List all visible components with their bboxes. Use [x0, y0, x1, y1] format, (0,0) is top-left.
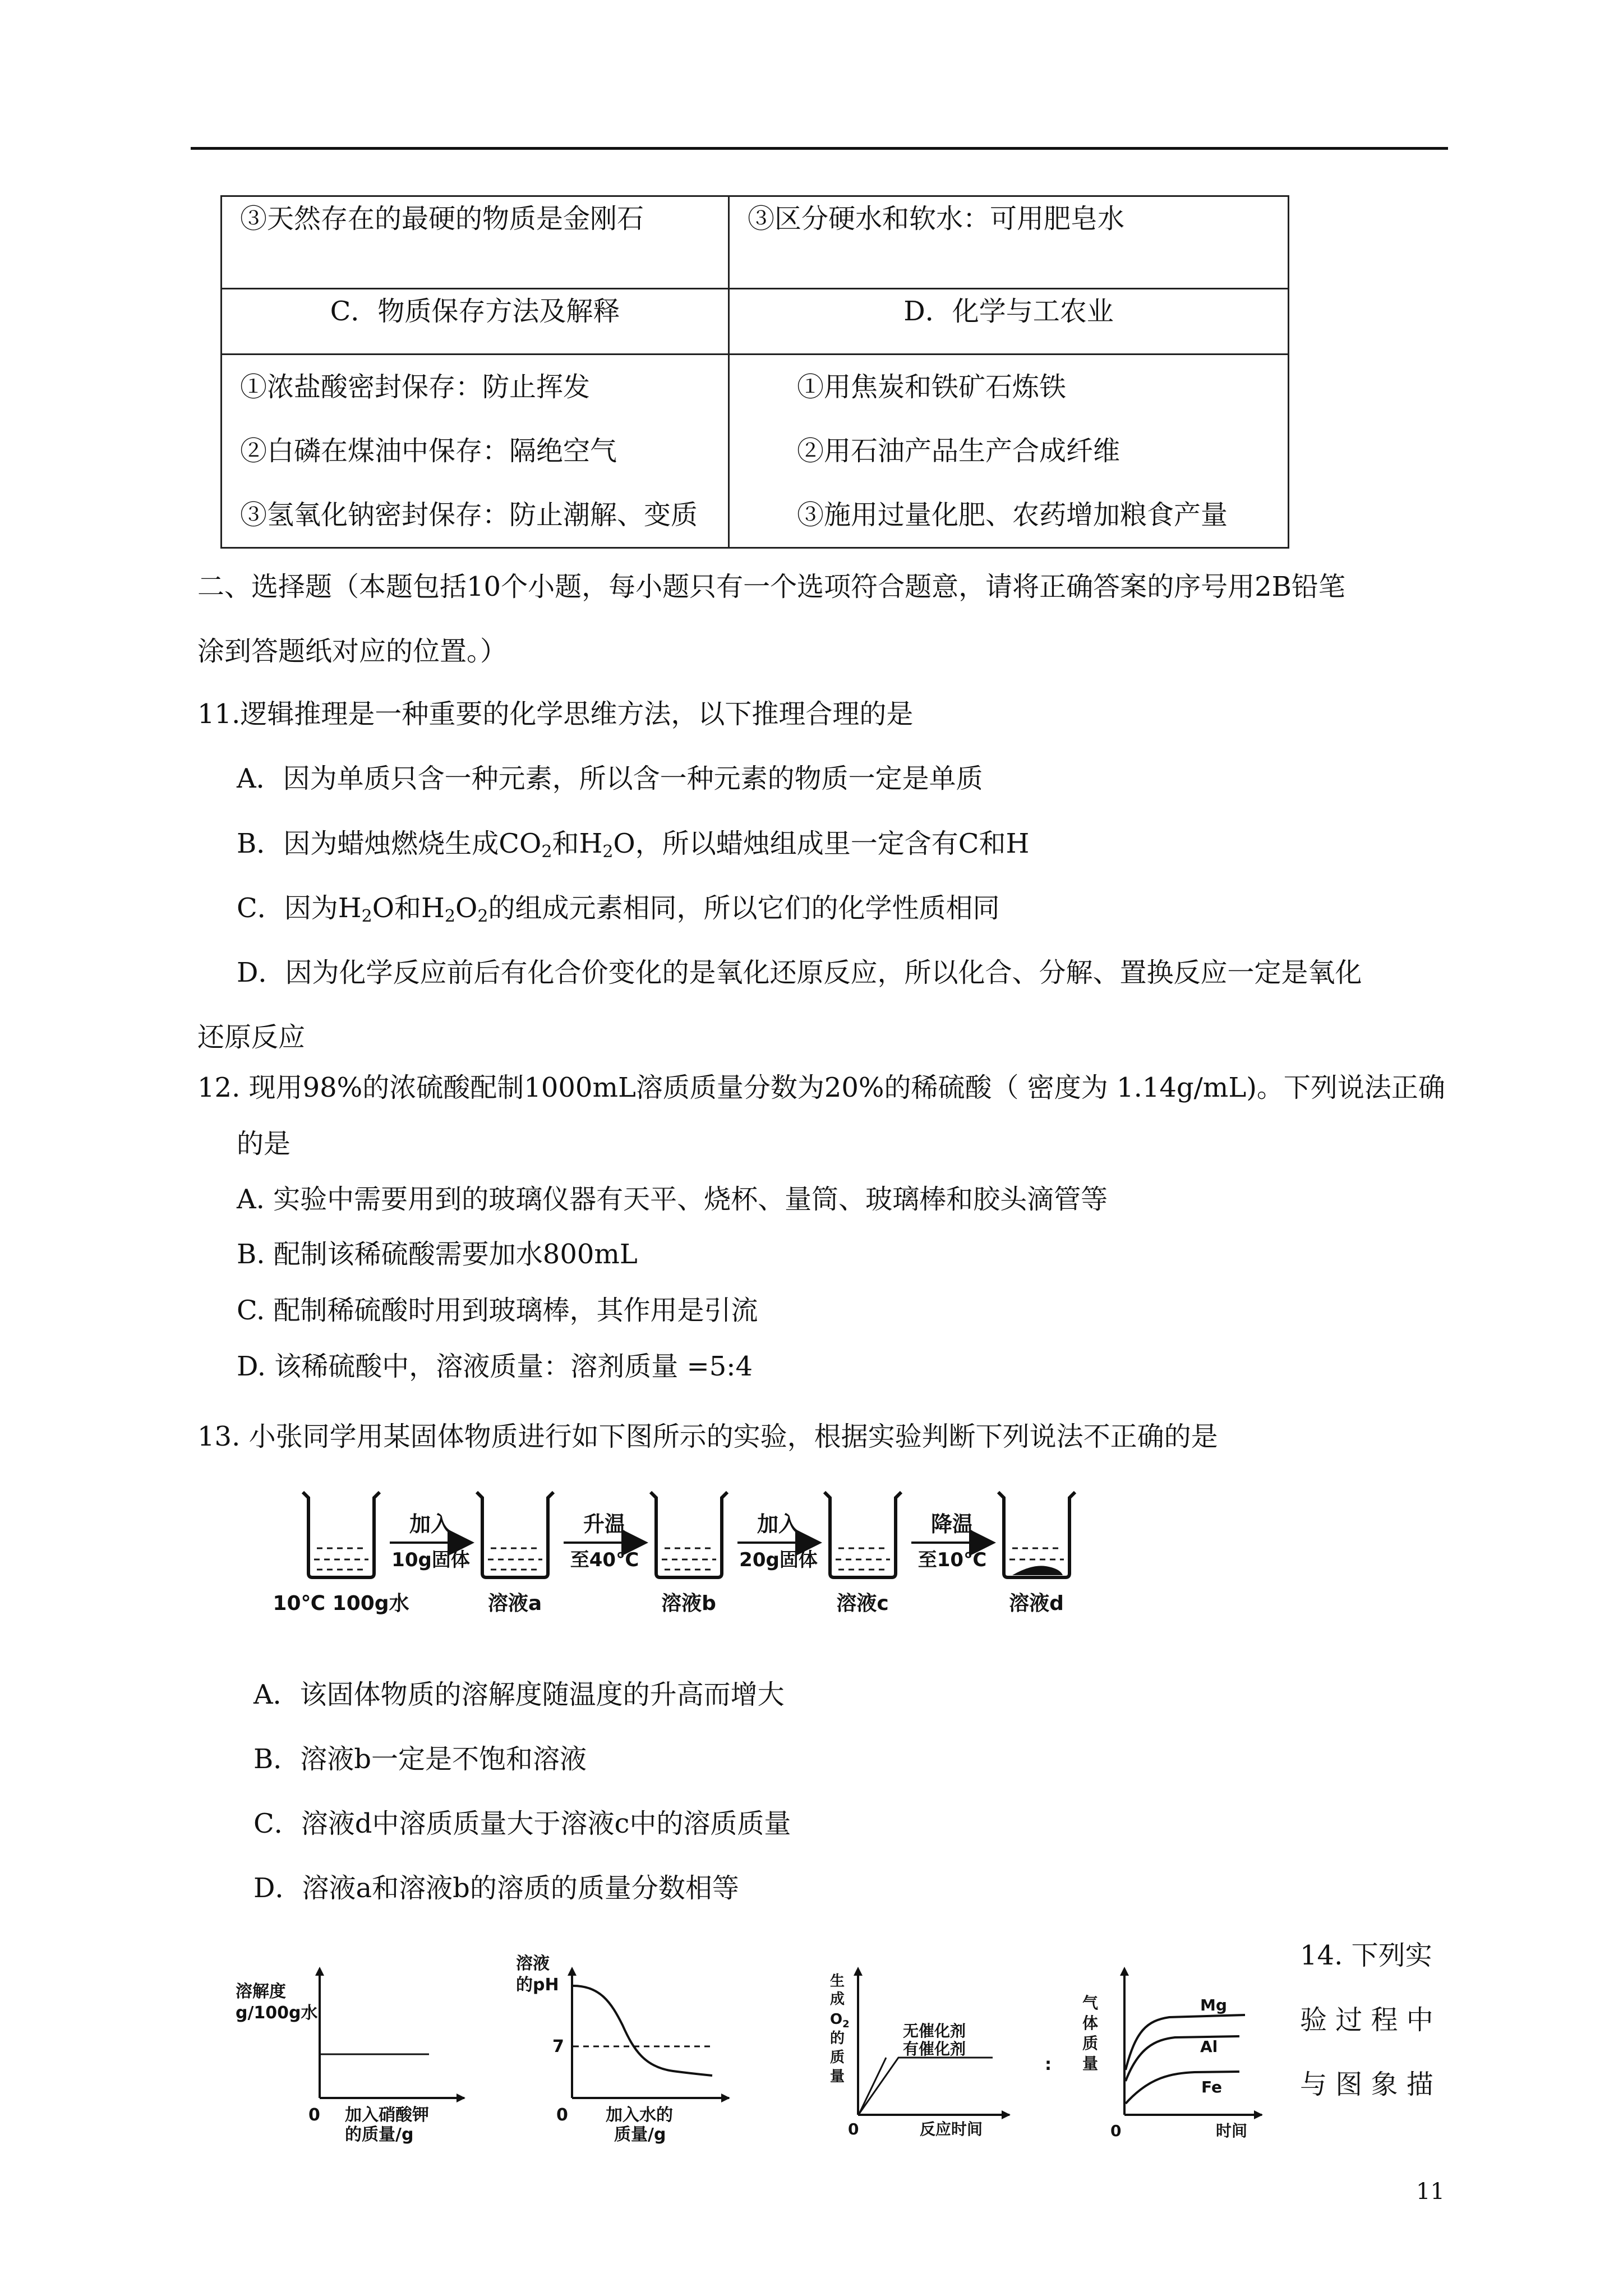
arrow-label: 20g固体 — [739, 1549, 818, 1571]
series-label: 有催化剂 — [903, 2040, 966, 2058]
option-d-cont: 还原反应 — [197, 1022, 306, 1053]
table-cell — [729, 355, 1289, 548]
y-axis-label: 气 — [1082, 1994, 1099, 2012]
line-no-catalyst — [859, 2058, 993, 2114]
x-axis-label: 质量/g — [614, 2125, 666, 2145]
series-label: Mg — [1200, 1996, 1227, 2014]
option-b: B．溶液b一定是不饱和溶液 — [253, 1743, 587, 1775]
table-line: ②白磷在煤油中保存：隔绝空气 — [240, 435, 617, 467]
graph-solubility — [230, 1958, 477, 2143]
option-b: B. 配制该稀硫酸需要加水800mL — [237, 1239, 638, 1270]
beaker-3 — [651, 1492, 727, 1577]
graph-ph — [510, 1930, 757, 2143]
arrow-label: 至10℃ — [917, 1549, 987, 1571]
y-axis-label: 体 — [1082, 2014, 1099, 2032]
x-axis-label: 加入硝酸钾 — [345, 2105, 429, 2125]
option-d: D．溶液a和溶液b的溶质的质量分数相等 — [253, 1872, 739, 1904]
arrow-label: 10g固体 — [391, 1549, 470, 1571]
table-line: ③氢氧化钠密封保存：防止潮解、变质 — [240, 499, 698, 531]
series-label: 无催化剂 — [903, 2022, 966, 2040]
origin-label: 0 — [308, 2105, 320, 2125]
option-d: D. 该稀硫酸中，溶液质量：溶剂质量 =5:4 — [237, 1351, 753, 1382]
knowledge-table — [220, 195, 1289, 549]
beaker-2 — [477, 1492, 554, 1577]
graph-oxygen — [824, 1958, 1071, 2143]
precipitate — [1012, 1566, 1063, 1575]
beaker-4 — [824, 1492, 901, 1577]
table-line: ①用焦炭和铁矿石炼铁 — [797, 371, 1067, 403]
beaker-label: 溶液d — [1009, 1592, 1064, 1615]
header-rule — [191, 147, 1448, 150]
line-catalyst — [859, 2058, 886, 2114]
experiment-figure — [273, 1481, 1122, 1621]
question-14-stem-cont: 验 过 程 中 — [1300, 2004, 1433, 2036]
stray-mark: : — [1045, 2055, 1052, 2074]
table-line: ③施用过量化肥、农药增加粮食产量 — [797, 499, 1228, 531]
curve-fe — [1126, 2072, 1239, 2104]
y-axis-label: 的pH — [516, 1975, 559, 1995]
arrow-label: 加入 — [409, 1512, 453, 1536]
beaker-label: 溶液a — [487, 1592, 542, 1615]
x-axis-label: 反应时间 — [920, 2120, 983, 2138]
beaker-label: 溶液c — [836, 1592, 889, 1615]
arrow-label: 升温 — [583, 1512, 626, 1536]
y-axis-label: 质 — [830, 2049, 845, 2066]
table-line: ②用石油产品生产合成纤维 — [797, 435, 1121, 467]
beaker-5 — [998, 1492, 1075, 1577]
y-axis-label: 质 — [1082, 2034, 1099, 2053]
option-a: A．该固体物质的溶解度随温度的升高而增大 — [253, 1679, 785, 1710]
arrow-label: 至40℃ — [570, 1549, 639, 1571]
y-axis-label: 量 — [1082, 2054, 1099, 2073]
beaker-label: 溶液b — [661, 1592, 716, 1615]
origin-label: 0 — [556, 2105, 568, 2125]
option-b: B．因为蜡烛燃烧生成$CO_2$和$H_2O$，所以蜡烛组成里一定含有C和H — [237, 828, 1030, 862]
beaker-1 — [303, 1492, 380, 1577]
x-axis-label: 时间 — [1216, 2122, 1248, 2140]
option-c: C．因为$H_2O$和$H_2O_2$的组成元素相同，所以它们的化学性质相同 — [237, 892, 1000, 926]
x-axis-label: 加入水的 — [606, 2105, 673, 2125]
table-header-d: D．化学与工农业 — [729, 289, 1289, 355]
y-axis-label: 溶解度 — [236, 1982, 286, 2001]
series-label: Al — [1200, 2037, 1218, 2056]
table-cell: ③天然存在的最硬的物质是金刚石 — [222, 196, 729, 289]
curve-al — [1126, 2036, 1239, 2081]
page-number: 11 — [1416, 2179, 1445, 2205]
option-a: A．因为单质只含一种元素，所以含一种元素的物质一定是单质 — [237, 763, 983, 794]
section-heading-cont: 涂到答题纸对应的位置。） — [197, 636, 508, 667]
table-line: ①浓盐酸密封保存：防止挥发 — [240, 371, 591, 403]
question-12-stem-cont: 的是 — [237, 1128, 291, 1159]
y-axis-label: 成 — [830, 1991, 845, 2008]
beaker-label: 10℃ 100g水 — [273, 1592, 409, 1615]
y-axis-label: 的 — [830, 2030, 845, 2047]
ph-curve — [573, 1986, 712, 2076]
y-axis-label: 生 — [830, 1973, 845, 1990]
curve-mg — [1126, 2015, 1245, 2070]
table-cell: ③区分硬水和软水：可用肥皂水 — [729, 196, 1289, 289]
table-cell — [222, 355, 729, 548]
y-tick-label: 7 — [552, 2037, 564, 2056]
section-heading: 二、选择题（本题包括10个小题，每小题只有一个选项符合题意，请将正确答案的序号用2B铅笔 — [197, 571, 1345, 602]
origin-label: 0 — [1110, 2122, 1122, 2140]
y-axis-label: $O_2$ — [830, 2011, 850, 2030]
y-axis-label: 溶液 — [516, 1954, 550, 1973]
x-axis-label: 的质量/g — [345, 2125, 414, 2145]
y-axis-label: g/100g水 — [236, 2003, 318, 2023]
option-c: C．溶液d中溶质质量大于溶液c中的溶质质量 — [253, 1808, 791, 1839]
origin-label: 0 — [848, 2120, 859, 2138]
option-a: A. 实验中需要用到的玻璃仪器有天平、烧杯、量筒、玻璃棒和胶头滴管等 — [237, 1184, 1108, 1215]
table-header-c: C．物质保存方法及解释 — [222, 289, 729, 355]
question-11-stem: 11.逻辑推理是一种重要的化学思维方法，以下推理合理的是 — [197, 698, 914, 730]
series-label: Fe — [1201, 2078, 1222, 2096]
question-13-stem: 13. 小张同学用某固体物质进行如下图所示的实验，根据实验判断下列说法不正确的是 — [197, 1421, 1218, 1452]
question-14-stem: 14. 下列实 — [1300, 1940, 1432, 1971]
option-d: D．因为化学反应前后有化合价变化的是氧化还原反应，所以化合、分解、置换反应一定是氧化 — [237, 957, 1362, 988]
arrow-label: 降温 — [930, 1512, 974, 1536]
y-axis-label: 量 — [830, 2068, 845, 2085]
arrow-label: 加入 — [757, 1512, 800, 1536]
question-12-stem: 12. 现用98%的浓硫酸配制1000mL溶质质量分数为20%的稀硫酸（ 密度为 1.14g/mL)。下列说法正确 — [197, 1072, 1445, 1103]
question-14-stem-cont: 与 图 象 描 — [1300, 2069, 1433, 2100]
option-c: C. 配制稀硫酸时用到玻璃棒，其作用是引流 — [237, 1295, 758, 1326]
graph-gas — [1077, 1958, 1279, 2143]
